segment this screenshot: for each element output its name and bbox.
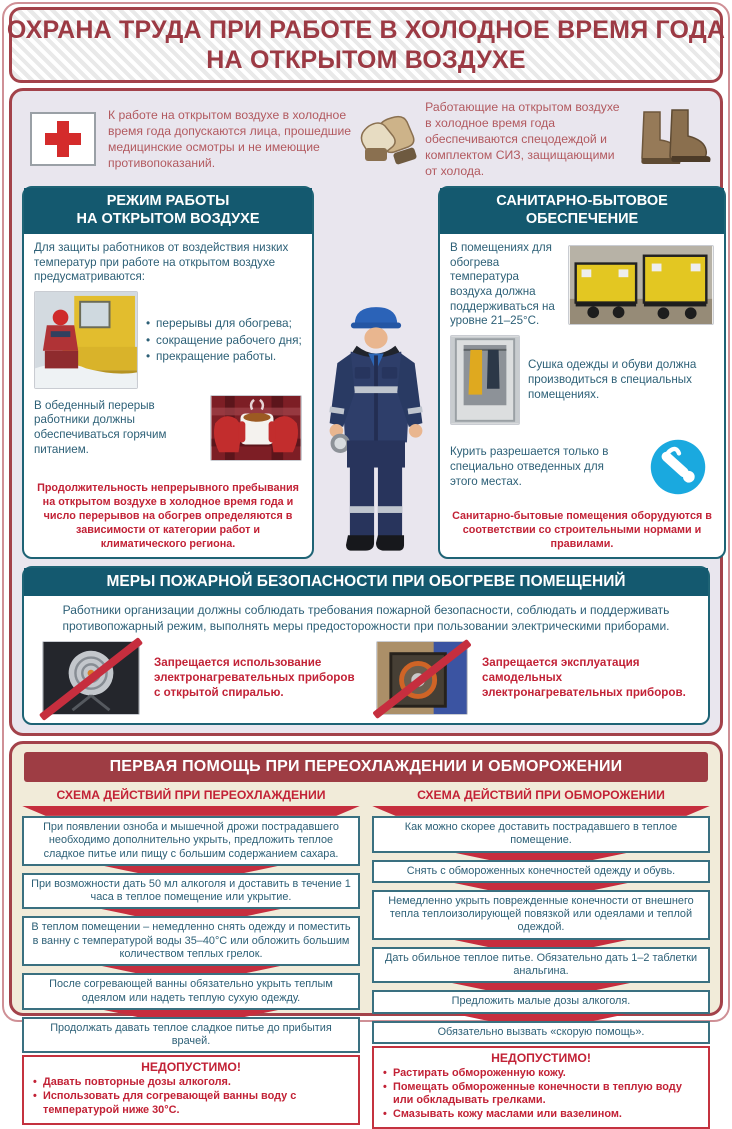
work-mode-bullet-list bbox=[146, 314, 302, 367]
work-mode-note: Продолжительность непрерывного пребывания на открытом воздухе в холодное время года и число перерывов на обогрев определяются в зависимости от категории работ и климатического региона. bbox=[37, 482, 299, 551]
frostbite-step: Снять с обмороженных конечностей одежду и обувь. bbox=[372, 860, 710, 883]
work-mode-panel bbox=[22, 186, 314, 559]
frostbite-step: Обязательно вызвать «скорую помощь». bbox=[372, 1021, 710, 1044]
flow-banner bbox=[22, 806, 360, 816]
frostbite-forbidden-box bbox=[372, 1046, 710, 1129]
fire-safety-intro: Работники организации должны соблюдать требования пожарной безопасности, соблюдать и поддерживать противопожарный режим, выполнять меры предосторожности при пользовании электрическими приборами. bbox=[62, 603, 670, 634]
siz-provision-text: Работающие на открытом воздухе в холодное время года обеспечиваются спецодеждой и комплектом СИЗ, защищающими от холода. bbox=[425, 100, 620, 179]
frostbite-title: СХЕМА ДЕЙСТВИЙ ПРИ ОБМОРОЖЕНИИ bbox=[417, 787, 665, 802]
forbidden-item: • Использовать для согревающей ванны воду с температурой ниже 30°С. bbox=[32, 1090, 350, 1117]
fire-ban1-text: Запрещается использование электронагревательных приборов с открытой спиралью. bbox=[154, 656, 355, 700]
forbidden-title: НЕДОПУСТИМО! bbox=[491, 1050, 591, 1065]
sanitary-panel bbox=[438, 186, 726, 559]
fire-safety-panel bbox=[22, 566, 710, 725]
forbidden-title: НЕДОПУСТИМО! bbox=[141, 1060, 241, 1075]
warm-room-text: В помещениях для обогрева температура воздуха должна поддерживаться на уровне 21–25°С. bbox=[450, 240, 555, 328]
poster-title-line1: ОХРАНА ТРУДА ПРИ РАБОТЕ В ХОЛОДНОЕ ВРЕМЯ ГОДА bbox=[6, 16, 726, 44]
work-mode-title: РЕЖИМ РАБОТЫ НА ОТКРЫТОМ ВОЗДУХЕ bbox=[24, 188, 312, 233]
bullet-item: • сокращение рабочего дня; bbox=[146, 333, 302, 348]
heating-trailers-photo bbox=[568, 245, 714, 325]
felt-boots-icon bbox=[632, 108, 710, 170]
frostbite-step: Немедленно укрыть поврежденные конечности от внешнего тепла теплоизолирующей повязкой или одеялами и теплой одеждой. bbox=[372, 890, 710, 940]
worker-machine-photo bbox=[34, 291, 138, 389]
fire-ban2-text: Запрещается эксплуатация самодельных электронагревательных приборов. bbox=[482, 656, 686, 700]
drying-cabinet-photo bbox=[450, 335, 520, 425]
fire-safety-row bbox=[24, 639, 708, 723]
medical-requirement-text: К работе на открытом воздухе в холодное время года допускаются лица, прошедшие медицинские осмотры и не имеющие противопоказаний. bbox=[108, 108, 352, 171]
frostbite-step: Дать обильное теплое питье. Обязательно дать 1–2 таблетки анальгина. bbox=[372, 947, 710, 984]
hypothermia-column bbox=[22, 786, 360, 1129]
work-gloves-icon bbox=[361, 112, 419, 166]
sanitary-note: Санитарно-бытовые помещения оборудуются в соответствии со строительными нормами и правилами. bbox=[452, 510, 712, 551]
siz-provision bbox=[361, 99, 710, 179]
hypothermia-step: При возможности дать 50 мл алкоголя и доставить в течение 1 часа в теплое помещение или укрытие. bbox=[22, 873, 360, 910]
open-spiral-heater-photo bbox=[42, 641, 140, 715]
red-cross-icon bbox=[30, 112, 96, 166]
work-mode-intro: Для защиты работников от воздействия низких температур при работе на открытом воздухе предусматриваются: bbox=[34, 240, 289, 284]
main-section bbox=[9, 88, 723, 736]
sanitary-title: САНИТАРНО-БЫТОВОЕ ОБЕСПЕЧЕНИЕ bbox=[440, 188, 724, 233]
forbidden-item: • Смазывать кожу маслами или вазелином. bbox=[382, 1108, 700, 1122]
smoking-text: Курить разрешается только в специально отведенных для этого местах. bbox=[450, 445, 609, 488]
hot-drink-photo bbox=[210, 395, 302, 461]
first-aid-title: ПЕРВАЯ ПОМОЩЬ ПРИ ПЕРЕОХЛАЖДЕНИИ И ОБМОРОЖЕНИИ bbox=[24, 752, 708, 782]
intro-row bbox=[22, 99, 710, 179]
hypothermia-step: После согревающей ванны обязательно укрыть теплым одеялом или надеть теплую сухую одежду. bbox=[22, 973, 360, 1010]
hypothermia-step: В теплом помещении – немедленно снять одежду и поместить в ванну с температурой воды 35–40°С или обложить большим количеством теплых грелок. bbox=[22, 916, 360, 966]
frostbite-step: Как можно скорее доставить пострадавшего в теплое помещение. bbox=[372, 816, 710, 853]
medical-requirement bbox=[22, 107, 351, 171]
poster-title bbox=[6, 7, 726, 83]
frostbite-column bbox=[372, 786, 710, 1129]
first-aid-section bbox=[9, 741, 723, 1121]
worker-figure bbox=[318, 186, 434, 559]
homemade-heater-photo bbox=[376, 641, 468, 715]
flow-banner bbox=[372, 806, 710, 816]
hypothermia-title: СХЕМА ДЕЙСТВИЙ ПРИ ПЕРЕОХЛАЖДЕНИИ bbox=[56, 787, 326, 802]
work-mode-content bbox=[24, 234, 312, 557]
worker-illustration bbox=[318, 293, 434, 557]
frostbite-step: Предложить малые дозы алкоголя. bbox=[372, 990, 710, 1013]
smoking-area-sign-icon bbox=[642, 431, 714, 503]
poster-title-line2: НА ОТКРЫТОМ ВОЗДУХЕ bbox=[206, 46, 526, 74]
bullet-item: • прекращение работы. bbox=[146, 349, 302, 364]
drying-text: Сушка одежды и обуви должна производиться в специальных помещениях. bbox=[528, 358, 697, 401]
hypothermia-forbidden-box bbox=[22, 1055, 360, 1124]
hypothermia-step: Продолжать давать теплое сладкое питье до прибытия врачей. bbox=[22, 1017, 360, 1054]
lunch-text: В обеденный перерыв работники должны обеспечиваться горячим питанием. bbox=[34, 398, 167, 456]
bullet-item: • перерывы для обогрева; bbox=[146, 316, 302, 331]
columns-row bbox=[22, 186, 710, 559]
fire-safety-title: МЕРЫ ПОЖАРНОЙ БЕЗОПАСНОСТИ ПРИ ОБОГРЕВЕ ПОМЕЩЕНИЙ bbox=[24, 568, 708, 596]
sanitary-content bbox=[440, 234, 724, 557]
hypothermia-step: При появлении озноба и мышечной дрожи пострадавшего необходимо дополнительно укрыть, предложить теплое сладкое питье или пищу с большим содержанием сахара. bbox=[22, 816, 360, 866]
forbidden-item: • Помещать обмороженные конечности в теплую воду или обкладывать грелками. bbox=[382, 1081, 700, 1108]
forbidden-item: • Давать повторные дозы алкоголя. bbox=[32, 1076, 350, 1090]
forbidden-item: • Растирать обмороженную кожу. bbox=[382, 1067, 700, 1081]
